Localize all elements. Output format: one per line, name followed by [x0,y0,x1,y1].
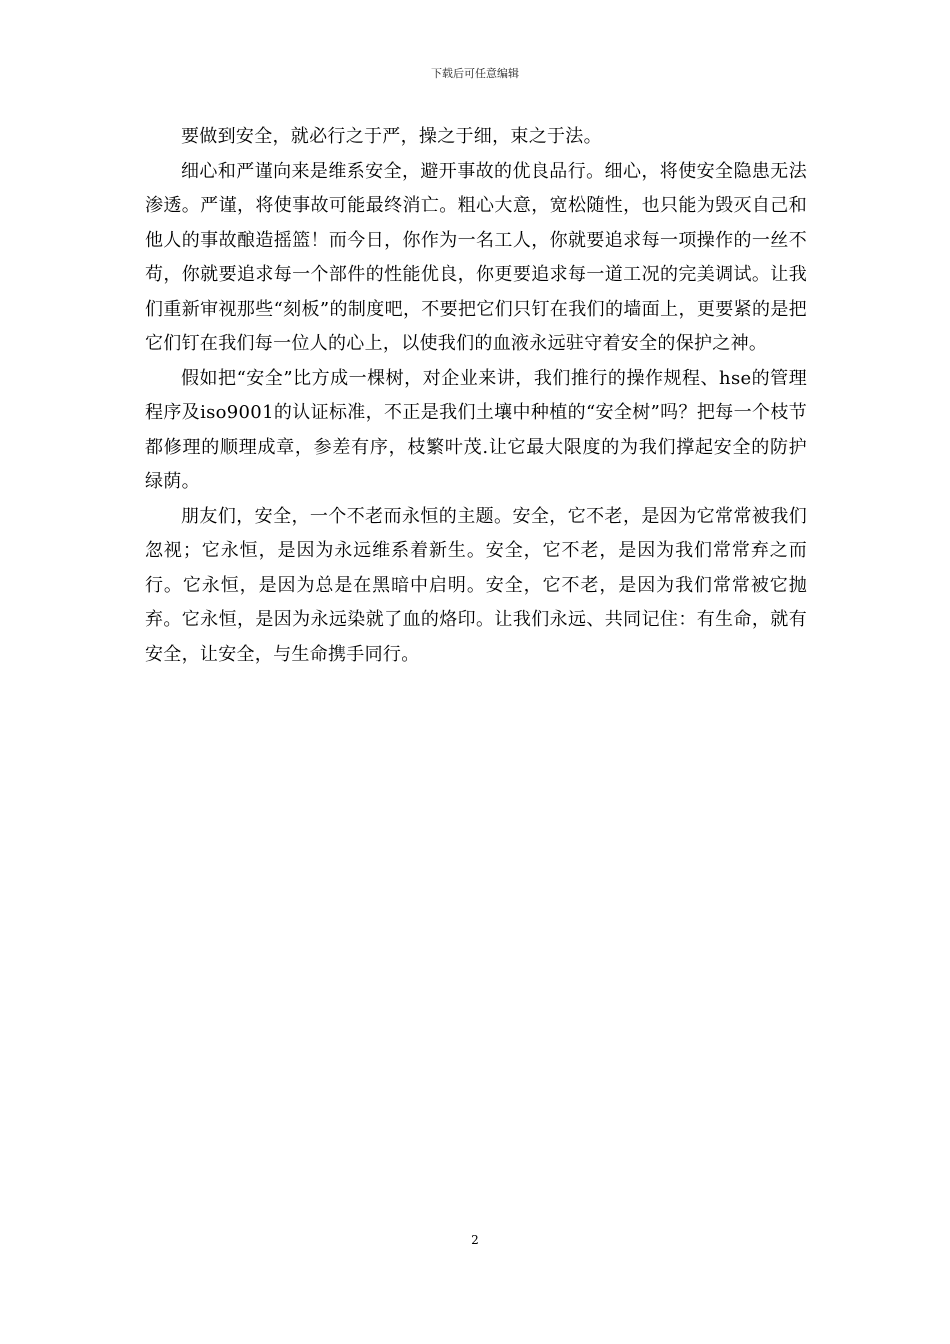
page-header: 下载后可任意编辑 [431,67,519,80]
paragraph-3: 假如把“安全”比方成一棵树，对企业来讲，我们推行的操作规程、hse的管理程序及iso9001的认证标准，不正是我们土壤中种植的“安全树”吗？把每一个枝节都修理的顺理成章，参差有序，枝繁叶茂.让它最大限度的为我们撑起安全的防护绿荫。 [145,367,807,492]
page-number: 2 [471,1233,479,1247]
paragraph-1: 要做到安全，就必行之于严，操之于细，束之于法。 [181,126,602,147]
document-body [145,120,807,672]
paragraph-2: 细心和严谨向来是维系安全，避开事故的优良品行。细心，将使安全隐患无法渗透。严谨，将使事故可能最终消亡。粗心大意，宽松随性，也只能为毁灭自己和他人的事故酿造摇篮！而今日，你作为一名工人，你就要追求每一项操作的一丝不苟，你就要追求每一个部件的性能优良，你更要追求每一道工况的完美调试。让我们重新审视那些“刻板”的制度吧，不要把它们只钉在我们的墙面上，更要紧的是把它们钉在我们每一位人的心上，以使我们的血液永远驻守着安全的保护之神。 [145,160,807,354]
paragraph-4: 朋友们，安全，一个不老而永恒的主题。安全，它不老，是因为它常常被我们忽视；它永恒，是因为永远维系着新生。安全，它不老，是因为我们常常弃之而行。它永恒，是因为总是在黑暗中启明。安全，它不老，是因为我们常常被它抛弃。它永恒，是因为永远染就了血的烙印。让我们永远、共同记住：有生命，就有安全，让安全，与生命携手同行。 [145,505,807,665]
